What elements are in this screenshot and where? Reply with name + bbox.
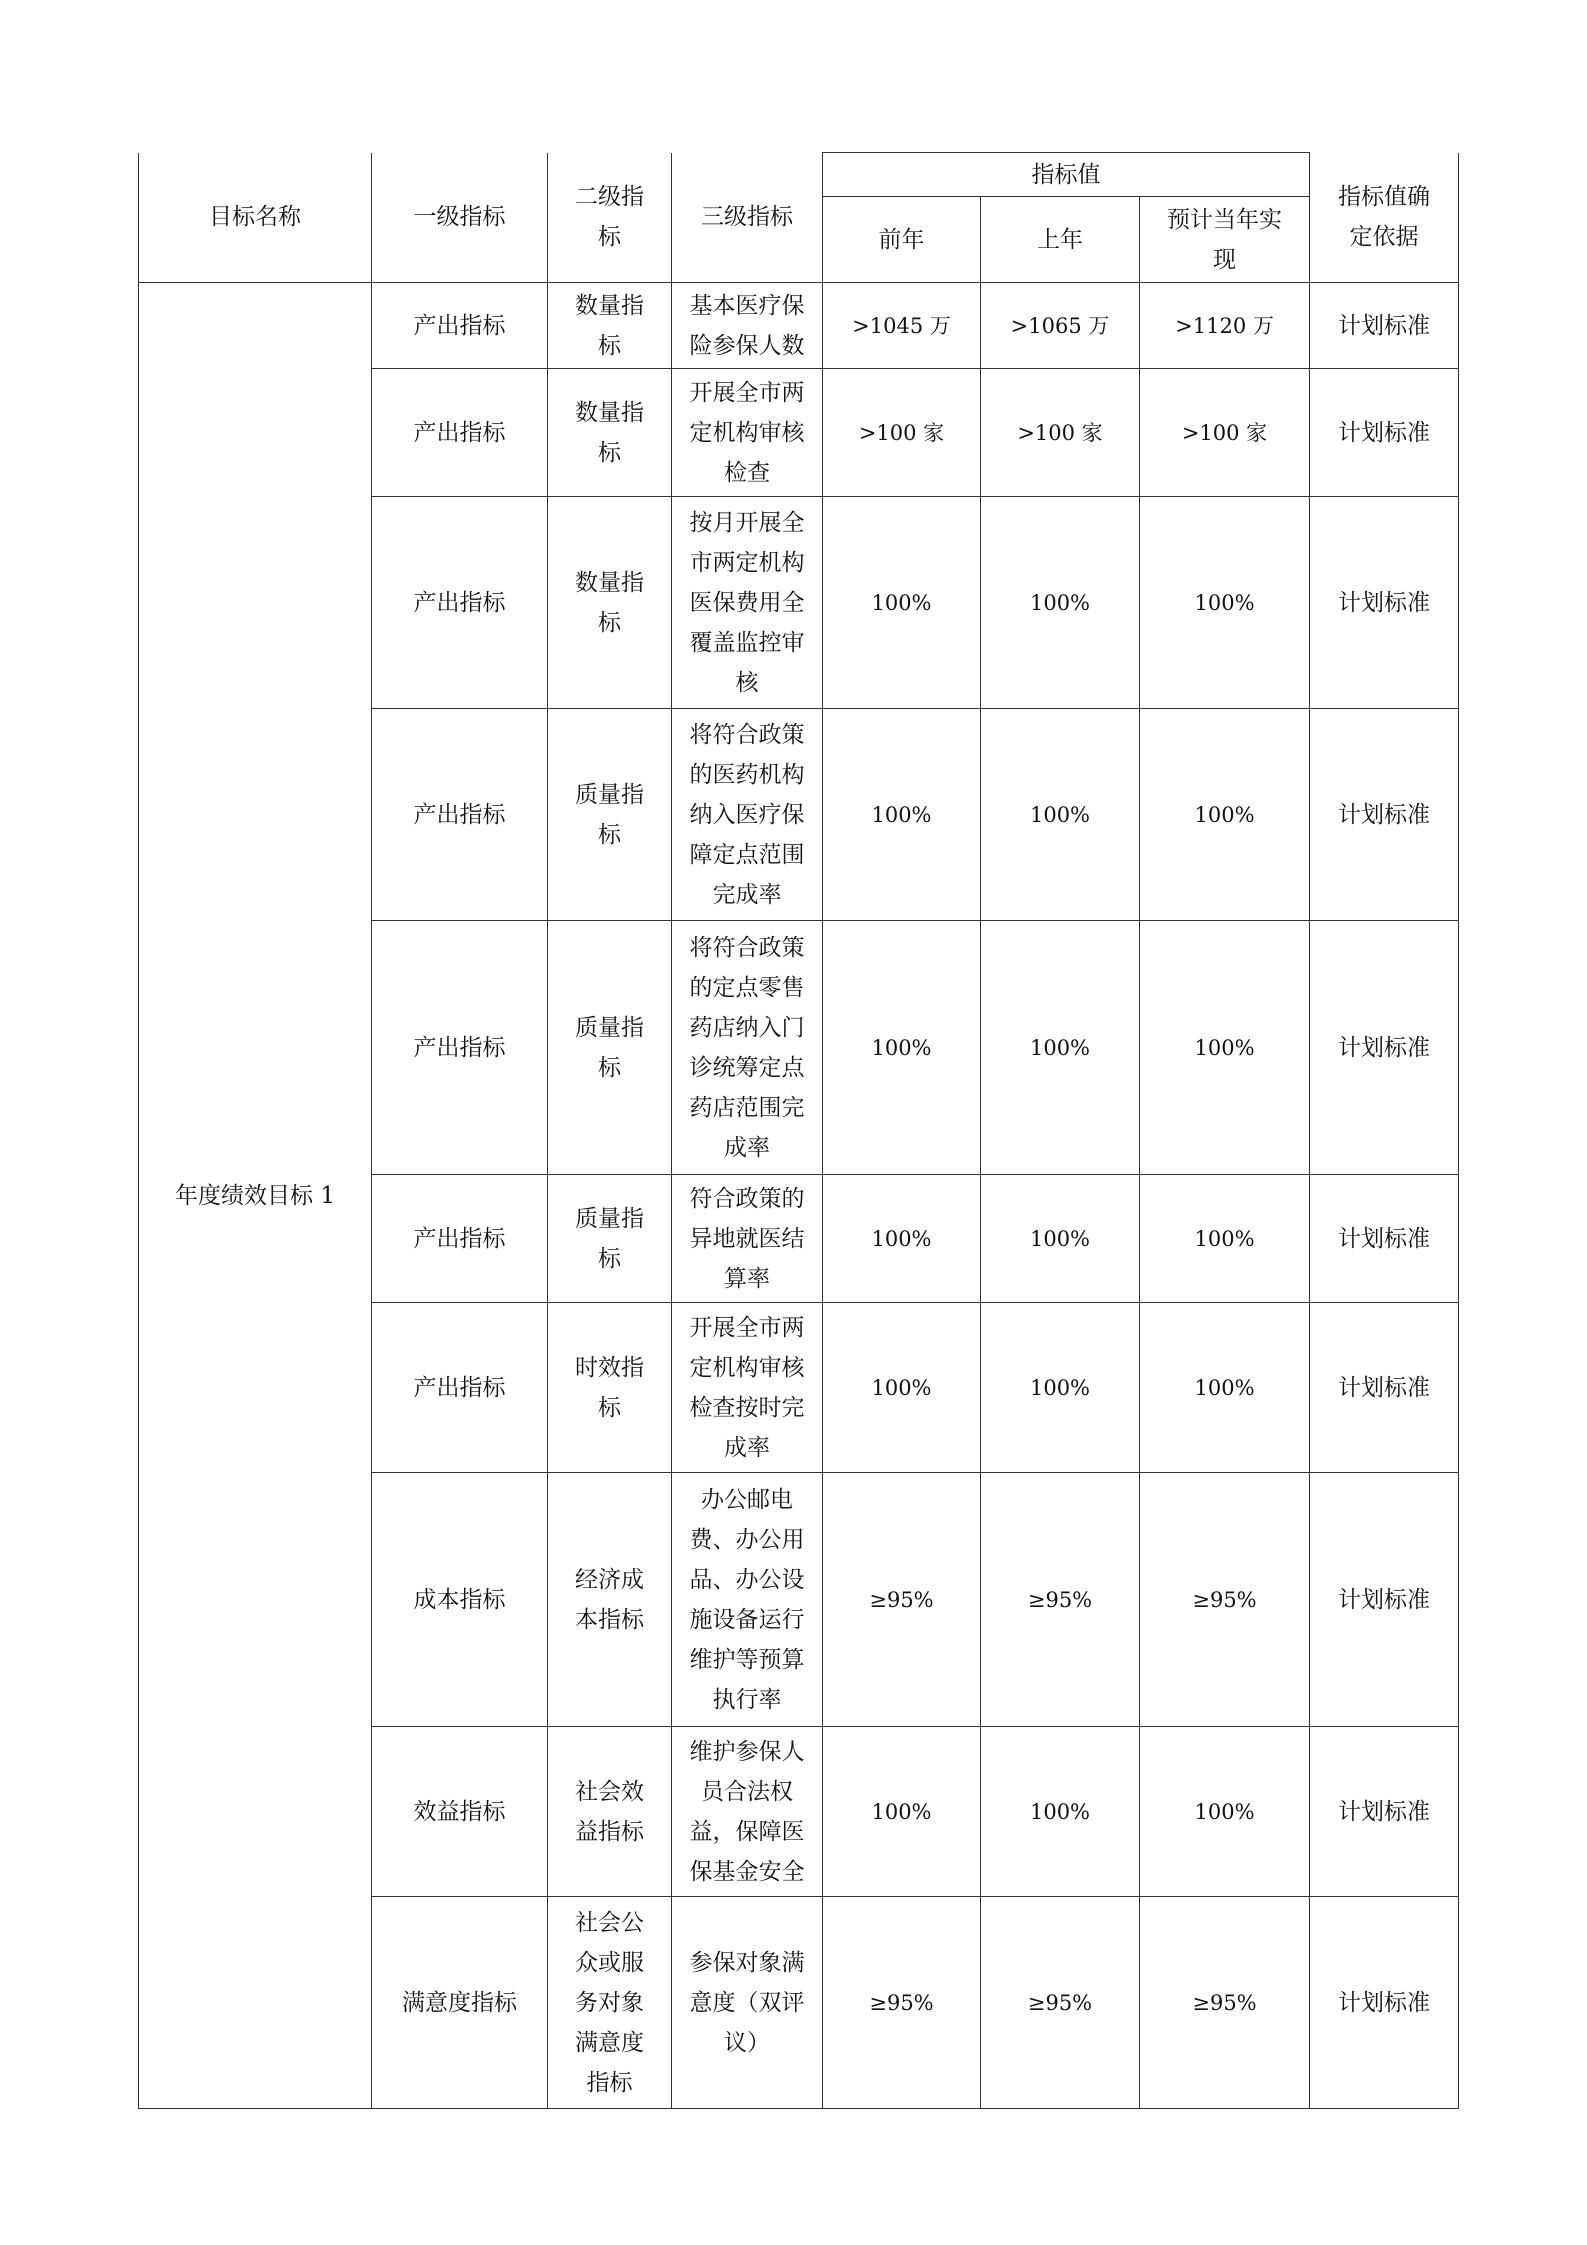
value-basis-cell: 计划标准 bbox=[1310, 369, 1459, 497]
level3-indicator-cell: 开展全市两 定机构审核 检查按时完 成率 bbox=[672, 1303, 823, 1473]
expected-value-cell: 100% bbox=[1140, 921, 1310, 1175]
performance-indicator-table bbox=[138, 152, 1459, 2109]
expected-value-cell: ≥95% bbox=[1140, 1897, 1310, 2109]
expected-value-cell: 100% bbox=[1140, 497, 1310, 709]
level3-indicator-cell: 基本医疗保 险参保人数 bbox=[672, 283, 823, 369]
value-basis-cell: 计划标准 bbox=[1310, 921, 1459, 1175]
level2-indicator-cell: 数量指 标 bbox=[548, 497, 672, 709]
level1-indicator-cell: 产出指标 bbox=[372, 709, 548, 921]
level1-indicator-cell: 产出指标 bbox=[372, 283, 548, 369]
header-goal-name: 目标名称 bbox=[139, 153, 372, 283]
expected-value-cell: 100% bbox=[1140, 1727, 1310, 1897]
expected-value-cell: >100 家 bbox=[1140, 369, 1310, 497]
prev-year-value-cell: ≥95% bbox=[823, 1897, 981, 2109]
last-year-value-cell: >100 家 bbox=[981, 369, 1140, 497]
prev-year-value-cell: 100% bbox=[823, 1303, 981, 1473]
last-year-value-cell: 100% bbox=[981, 1175, 1140, 1303]
expected-value-cell: 100% bbox=[1140, 709, 1310, 921]
level2-indicator-cell: 数量指 标 bbox=[548, 283, 672, 369]
prev-year-value-cell: ≥95% bbox=[823, 1473, 981, 1727]
level1-indicator-cell: 成本指标 bbox=[372, 1473, 548, 1727]
level3-indicator-cell: 维护参保人 员合法权 益，保障医 保基金安全 bbox=[672, 1727, 823, 1897]
level1-indicator-cell: 产出指标 bbox=[372, 921, 548, 1175]
expected-value-cell: 100% bbox=[1140, 1303, 1310, 1473]
level3-indicator-cell: 按月开展全 市两定机构 医保费用全 覆盖监控审 核 bbox=[672, 497, 823, 709]
prev-year-value-cell: >100 家 bbox=[823, 369, 981, 497]
value-basis-cell: 计划标准 bbox=[1310, 1727, 1459, 1897]
level2-indicator-cell: 质量指 标 bbox=[548, 921, 672, 1175]
level2-indicator-cell: 社会效 益指标 bbox=[548, 1727, 672, 1897]
level2-indicator-cell: 数量指 标 bbox=[548, 369, 672, 497]
last-year-value-cell: >1065 万 bbox=[981, 283, 1140, 369]
value-basis-cell: 计划标准 bbox=[1310, 709, 1459, 921]
last-year-value-cell: 100% bbox=[981, 497, 1140, 709]
header-last-year: 上年 bbox=[981, 197, 1140, 283]
level3-indicator-cell: 开展全市两 定机构审核 检查 bbox=[672, 369, 823, 497]
header-value-basis: 指标值确 定依据 bbox=[1310, 153, 1459, 283]
level1-indicator-cell: 效益指标 bbox=[372, 1727, 548, 1897]
goal-name-cell: 年度绩效目标 1 bbox=[139, 283, 372, 2109]
last-year-value-cell: ≥95% bbox=[981, 1897, 1140, 2109]
value-basis-cell: 计划标准 bbox=[1310, 1303, 1459, 1473]
level1-indicator-cell: 产出指标 bbox=[372, 497, 548, 709]
level3-indicator-cell: 办公邮电 费、办公用 品、办公设 施设备运行 维护等预算 执行率 bbox=[672, 1473, 823, 1727]
level3-indicator-cell: 符合政策的 异地就医结 算率 bbox=[672, 1175, 823, 1303]
prev-year-value-cell: 100% bbox=[823, 921, 981, 1175]
table-body bbox=[139, 283, 1459, 2109]
level1-indicator-cell: 产出指标 bbox=[372, 1175, 548, 1303]
level2-indicator-cell: 社会公 众或服 务对象 满意度 指标 bbox=[548, 1897, 672, 2109]
header-prev-year: 前年 bbox=[823, 197, 981, 283]
prev-year-value-cell: 100% bbox=[823, 497, 981, 709]
level1-indicator-cell: 产出指标 bbox=[372, 369, 548, 497]
header-index-value: 指标值 bbox=[823, 153, 1310, 197]
value-basis-cell: 计划标准 bbox=[1310, 1175, 1459, 1303]
level2-indicator-cell: 质量指 标 bbox=[548, 1175, 672, 1303]
level2-indicator-cell: 经济成 本指标 bbox=[548, 1473, 672, 1727]
value-basis-cell: 计划标准 bbox=[1310, 1473, 1459, 1727]
expected-value-cell: >1120 万 bbox=[1140, 283, 1310, 369]
level3-indicator-cell: 将符合政策 的定点零售 药店纳入门 诊统筹定点 药店范围完 成率 bbox=[672, 921, 823, 1175]
header-level3-indicator: 三级指标 bbox=[672, 153, 823, 283]
last-year-value-cell: 100% bbox=[981, 709, 1140, 921]
level1-indicator-cell: 产出指标 bbox=[372, 1303, 548, 1473]
level3-indicator-cell: 参保对象满 意度（双评 议） bbox=[672, 1897, 823, 2109]
prev-year-value-cell: 100% bbox=[823, 1727, 981, 1897]
header-level2-indicator: 二级指 标 bbox=[548, 153, 672, 283]
last-year-value-cell: 100% bbox=[981, 921, 1140, 1175]
value-basis-cell: 计划标准 bbox=[1310, 283, 1459, 369]
value-basis-cell: 计划标准 bbox=[1310, 497, 1459, 709]
header-row bbox=[139, 153, 1459, 197]
last-year-value-cell: 100% bbox=[981, 1727, 1140, 1897]
level1-indicator-cell: 满意度指标 bbox=[372, 1897, 548, 2109]
last-year-value-cell: 100% bbox=[981, 1303, 1140, 1473]
table-row bbox=[139, 283, 1459, 369]
prev-year-value-cell: 100% bbox=[823, 709, 981, 921]
prev-year-value-cell: >1045 万 bbox=[823, 283, 981, 369]
level2-indicator-cell: 时效指 标 bbox=[548, 1303, 672, 1473]
prev-year-value-cell: 100% bbox=[823, 1175, 981, 1303]
expected-value-cell: ≥95% bbox=[1140, 1473, 1310, 1727]
expected-value-cell: 100% bbox=[1140, 1175, 1310, 1303]
header-expected: 预计当年实 现 bbox=[1140, 197, 1310, 283]
header-level1-indicator: 一级指标 bbox=[372, 153, 548, 283]
last-year-value-cell: ≥95% bbox=[981, 1473, 1140, 1727]
level3-indicator-cell: 将符合政策 的医药机构 纳入医疗保 障定点范围 完成率 bbox=[672, 709, 823, 921]
level2-indicator-cell: 质量指 标 bbox=[548, 709, 672, 921]
value-basis-cell: 计划标准 bbox=[1310, 1897, 1459, 2109]
